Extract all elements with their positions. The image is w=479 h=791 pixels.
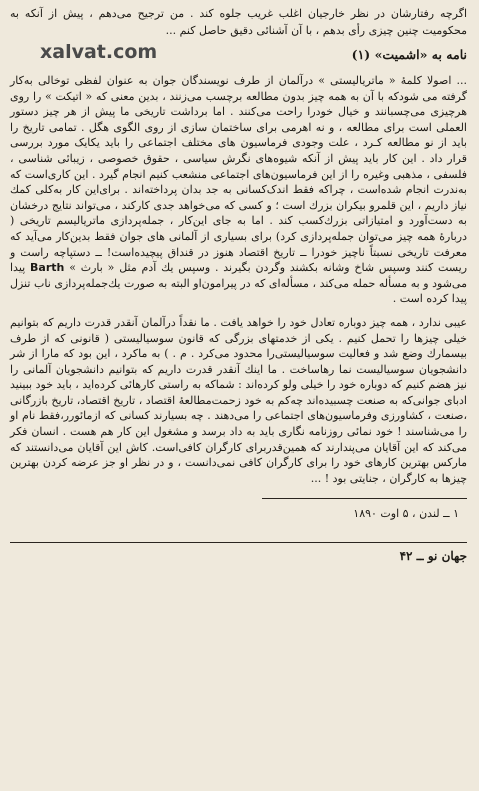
- watermark-text: xalvat.com: [40, 41, 158, 63]
- body-paragraph-1-text-a: ... اصولا کلمهٔ « ماتریالیستی » درآلمان از طرف نویسندگان جوان به عنوان لفظی توخالی به‌کار گرفته می شودکه با آن به همه چیز بدون مطالعه برچسب می‌زنند ، بدین معنی که « اتیکت » را روی هرچیزی می‌چسبانند و خیال خودرا راحت می‌کنند . اما برداشت تاریخی ما پیش از هر چیز دستور العملی است برای مطالعه ، و نه اهرمی برای ساختمان سازی از روی الگوی هگل . تمامی تاریخ را باید از نو مطالعه کـرد ، علت وجودی فرماسیون های مختلف اجتماعی را باید یکایک مورد بررسی قرار داد . این کار باید پیش از آنکه شیوه‌های نگرش سیاسی ، حقوق خصوصی ، زیبائی شناسی ، فلسفی ، مذهبی وغیره را از این فرماسیون‌های اجتماعی منشعب کنیم انجام گیرد . این کاری‌است که به‌ندرت انجام شده‌است ، چراکه فقط اندک‌کسانی به جد بدان پرداخته‌اند . برای‌این کار به‌کلی کمك نیاز داریم ، این قلمرو بیکران بزرك است ؛ و کسی که می‌خواهد جدی کارکند ، می‌تواند نتایج درخشان به دست‌آورد و امتیازاتی بزرك‌کسب کند . اما به جای این‌کار ، جمله‌پردازی ماتریالیسم تاریخی ( دربارهٔ همه چیز می‌توان جمله‌پردازی کرد) برای بسیاری از آلمانی های جوان فقط بدین‌کار می‌آید که معرفت تاریخی نسبتاً ناچیز خودرا ــ تاریخ اقتصاد هنوز در قنداق پیچیده‌است! ــ دستپاچه راست و ریست کنند وسپس شاخ وشانه بکشند وگردن بگیرند . وسپس یك آدم مثل « بارث »: [10, 74, 468, 275]
- body-paragraph-2: عیبی ندارد ، همه چیز دوباره تعادل خود را خواهد یافت . ما نقداً درآلمان آنقدر قدرت داریم که بتوانیم خیلی چیزها را تحمل کنیم . یکی از خدمتهای بزرگی که قانون سوسیالیستی ( قانونی که از طرف بیسمارك وضع شد و فعالیت سوسیالیستی‌را محدود می‌کرد . م . ) به ماکرد ، این بود که مارا از شر دانشجویان سوسیالیست نما رهاساخت . ما اینك آنقدر قدرت داریم که بتوانیم دانشجویان آلمانی را نیز هضم کنیم که دوباره خود را خیلی ولو کرده‌اند : شماکه به راستی کارهائی کرده‌اید ، باید خود ببینید ادبای جوانی‌که به صنعت چسبیده‌اند چه‌کم به خود زحمت‌مطالعهٔ اقتصاد ، تاریخ اقتصاد، تاریخ بازرگانی ،صنعت ، کشاورزی وفرماسیون‌های اجتماعی را می‌دهند . چه بسیارند کسانی که ازمائورر،فقط نام او را می‌شناسند ! خود نمائی روزنامه نگاری باید به داد برسد و مشغول این کار هم هست . انسان فکر می‌کند که این آقایان می‌پندارند که همین‌قدربرای کارگران کافی‌است. کاش این آقایان می‌دانستند که مارکس بهترین کارهای خود را برای کارگران کافی نمی‌دانست ، و در نظر او جز عرضه کردن بهترین چیزها به کارگران ، جنایتی بود ! ...: [10, 315, 467, 485]
- body-paragraph-1: [10, 73, 467, 307]
- latin-name-barth: Barth: [30, 261, 65, 275]
- footnote: ۱ ــ لندن ، ۵ اوت ۱۸۹۰: [353, 507, 459, 521]
- footer-divider: [10, 542, 467, 543]
- intro-paragraph: اگرچه رفتارشان در نظر خارجیان اغلب غریب جلوه کند . من ترجیح می‌دهم ، پیش از آنکه به محکومیت چنین چیزی رأی بدهم ، با آن آشنائی دقیق حاصل کنم ...: [10, 7, 467, 37]
- letter-body: [10, 73, 467, 486]
- footnote-marker: (۱): [351, 47, 371, 62]
- letter-header: [10, 41, 467, 69]
- page-footer: جهان نو ــ ۴۲: [399, 549, 467, 564]
- body-paragraph-1-text-b: پیدا می‌شود و به مسأله حمله می‌کند ، مسأله‌ای که در پیرامون‌او البته به صورت یك‌جمله‌پردازی ناب تنزل پیدا کرده است .: [10, 261, 467, 306]
- letter-title-text: نامه به «اشمیت»: [374, 47, 467, 62]
- footnote-divider: [262, 498, 467, 499]
- letter-title: [352, 47, 467, 62]
